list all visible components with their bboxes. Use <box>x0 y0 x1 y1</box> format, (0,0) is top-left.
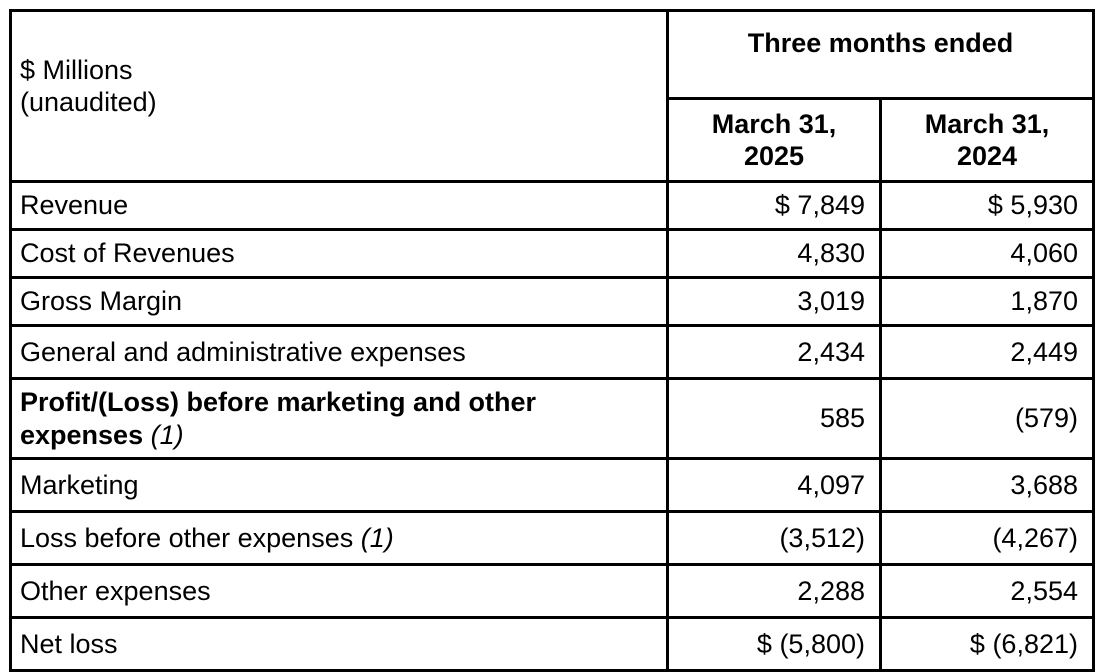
column-header-2024-year: 2024 <box>956 141 1018 171</box>
value-2025: 3,019 <box>668 278 881 326</box>
value-2024: (579) <box>881 379 1094 459</box>
value-2024: 2,554 <box>881 565 1094 618</box>
row-label-text: Profit/(Loss) before marketing and other expenses <box>20 386 537 450</box>
value-2024: $ 5,930 <box>881 182 1094 230</box>
value-2025: 2,434 <box>668 326 881 379</box>
row-label: Cost of Revenues <box>11 230 668 278</box>
footnote-marker: (1) <box>150 419 184 450</box>
value-2024: (4,267) <box>881 512 1094 565</box>
table-row <box>11 182 1094 230</box>
value-2025: (3,512) <box>668 512 881 565</box>
value-2025: 2,288 <box>668 565 881 618</box>
value-2024: 3,688 <box>881 459 1094 512</box>
column-header-2025-year: 2025 <box>743 141 805 171</box>
row-label <box>11 379 668 459</box>
column-header-2024 <box>881 99 1094 182</box>
value-2025: 585 <box>668 379 881 459</box>
units-header-cell <box>11 11 668 182</box>
row-label-text: Loss before other expenses <box>20 522 354 553</box>
table-row <box>11 618 1094 671</box>
value-2025: $ (5,800) <box>668 618 881 671</box>
row-label: Net loss <box>11 618 668 671</box>
header-row <box>11 11 1094 99</box>
row-label: General and administrative expenses <box>11 326 668 379</box>
table-row <box>11 459 1094 512</box>
table-row <box>11 379 1094 459</box>
footnote-marker: (1) <box>360 522 394 553</box>
column-header-2025-date: March 31, <box>711 109 837 139</box>
column-header-2025 <box>668 99 881 182</box>
row-label <box>11 512 668 565</box>
table-row <box>11 326 1094 379</box>
table-row <box>11 278 1094 326</box>
value-2025: 4,830 <box>668 230 881 278</box>
value-2025: 4,097 <box>668 459 881 512</box>
row-label: Marketing <box>11 459 668 512</box>
column-header-2024-date: March 31, <box>924 109 1050 139</box>
value-2025: $ 7,849 <box>668 182 881 230</box>
table-row <box>11 512 1094 565</box>
value-2024: 4,060 <box>881 230 1094 278</box>
row-label: Revenue <box>11 182 668 230</box>
row-label: Other expenses <box>11 565 668 618</box>
financial-results-table <box>9 9 1095 672</box>
three-months-ended-header: Three months ended <box>668 11 1094 99</box>
table-row <box>11 230 1094 278</box>
units-label: $ Millions <box>20 55 133 85</box>
value-2024: 1,870 <box>881 278 1094 326</box>
value-2024: $ (6,821) <box>881 618 1094 671</box>
table-row <box>11 565 1094 618</box>
unaudited-label: (unaudited) <box>20 87 157 117</box>
row-label: Gross Margin <box>11 278 668 326</box>
value-2024: 2,449 <box>881 326 1094 379</box>
